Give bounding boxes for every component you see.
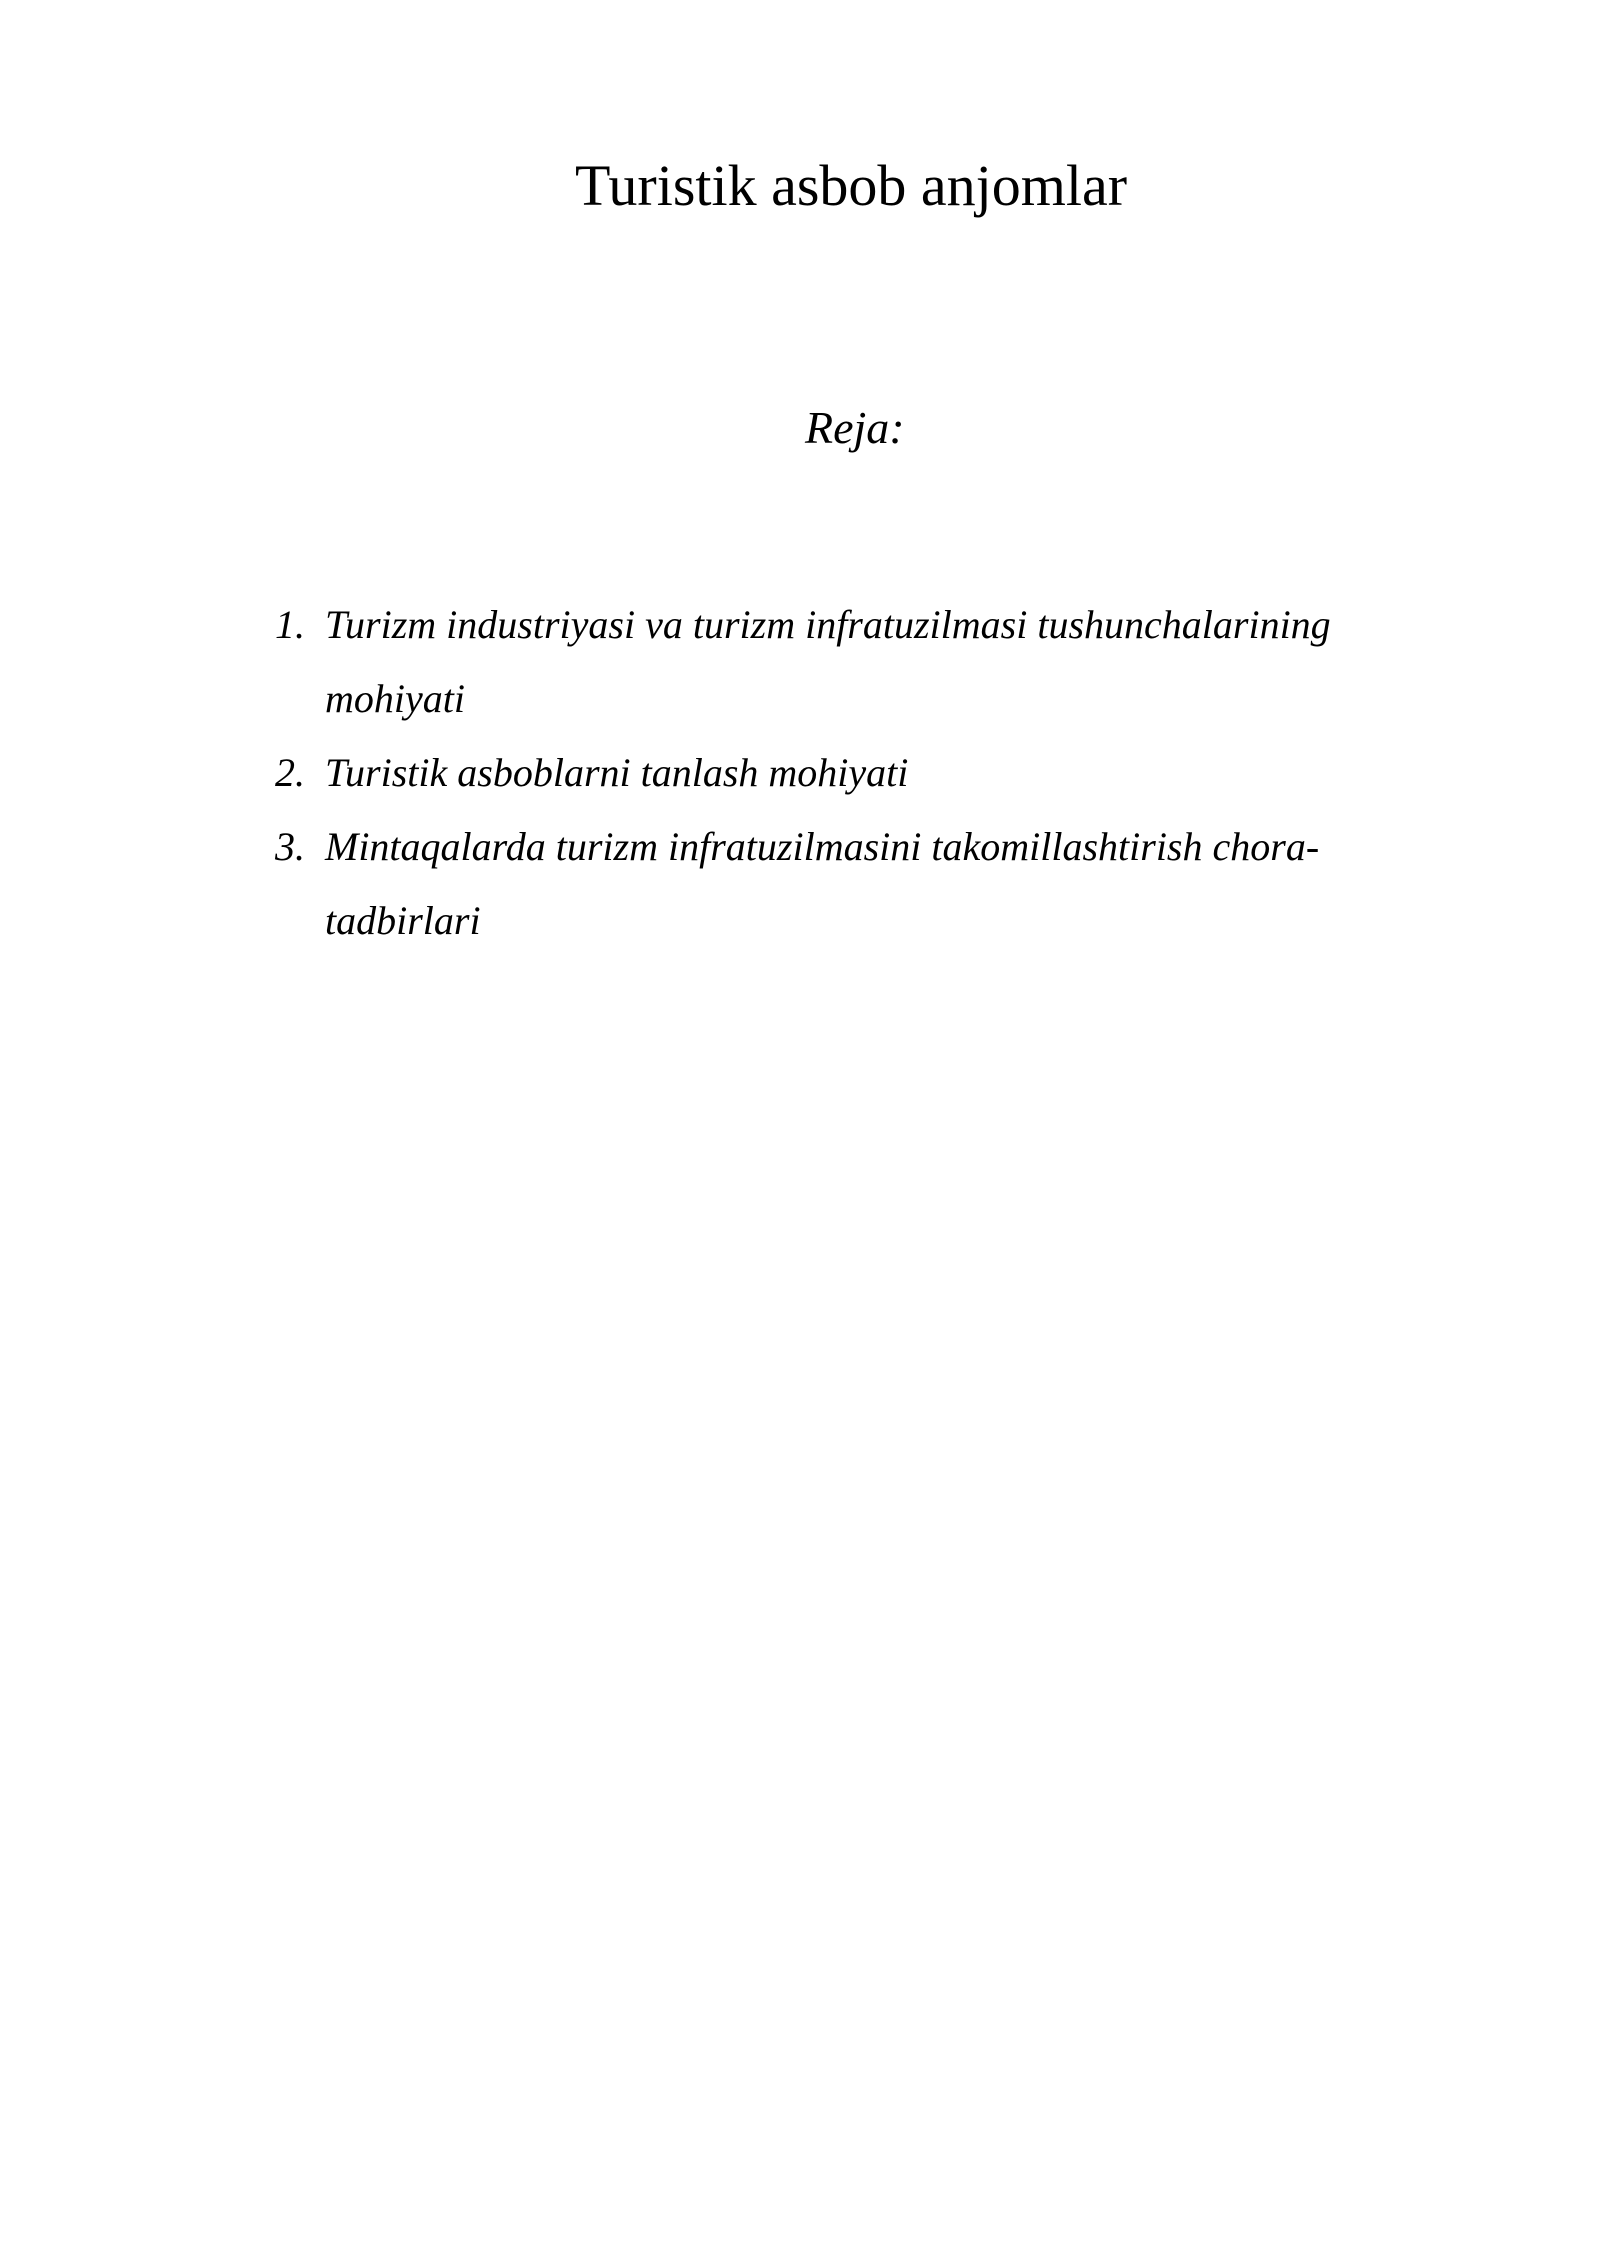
list-item-text: Mintaqalarda turizm infratuzilmasini takomillashtirish chora-tadbirlari <box>325 824 1320 943</box>
list-item-number: 3. <box>275 824 305 869</box>
list-item-text: Turizm industriyasi va turizm infratuzilmasi tushunchalarining mohiyati <box>325 602 1331 721</box>
list-item-number: 1. <box>275 602 305 647</box>
list-item <box>275 810 1415 958</box>
list-item <box>275 736 1415 810</box>
list-item-text: Turistik asboblarni tanlash mohiyati <box>325 750 909 795</box>
list-item <box>275 588 1415 736</box>
plan-list <box>275 588 1415 958</box>
plan-heading: Reja: <box>805 402 905 453</box>
list-item-number: 2. <box>275 750 305 795</box>
document-title: Turistik asbob anjomlar <box>575 153 1128 218</box>
